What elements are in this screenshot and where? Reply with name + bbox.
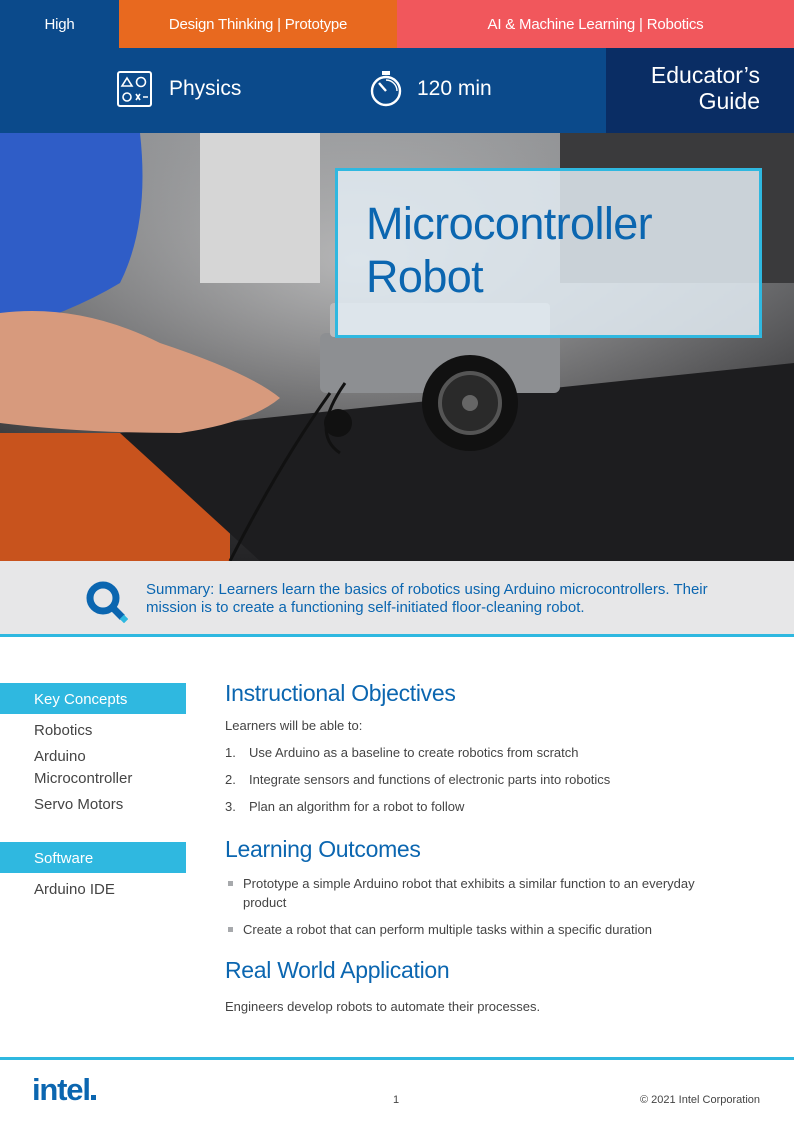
key-concepts-heading: Key Concepts: [0, 683, 186, 714]
outcome-text: Create a robot that can perform multiple tasks within a specific duration: [243, 922, 652, 937]
stopwatch-icon: [369, 70, 403, 108]
software-heading: Software: [0, 842, 186, 873]
tag-ai-robotics: AI & Machine Learning | Robotics: [397, 0, 794, 48]
subject-label: Physics: [169, 77, 242, 100]
logo-dot: [91, 1095, 96, 1100]
objective-text: Use Arduino as a baseline to create robotics from scratch: [249, 745, 579, 760]
intel-logo: [32, 1072, 96, 1108]
list-item: Arduino Microcontroller: [34, 748, 133, 787]
title-line-1: Microcontroller: [366, 198, 653, 249]
objectives-title: Instructional Objectives: [225, 680, 456, 706]
objective-text: Plan an algorithm for a robot to follow: [249, 799, 465, 814]
footer-divider: [0, 1057, 794, 1060]
title-box: [335, 168, 762, 338]
software-list: [34, 879, 184, 905]
key-concepts-list: [34, 720, 184, 820]
outcome-text: Prototype a simple Arduino robot that exhibits a similar function to an everyday product: [243, 876, 695, 910]
title-line-2: Robot: [366, 251, 484, 302]
educators-guide-label: [606, 48, 794, 133]
objective-item: [225, 797, 765, 816]
objective-item: [225, 770, 765, 789]
summary-band: [0, 561, 794, 637]
objective-number: 2.: [225, 772, 236, 787]
physics-icon: [116, 70, 153, 108]
magnifier-icon: [84, 579, 128, 623]
bullet-icon: [225, 874, 243, 912]
objective-number: 3.: [225, 799, 236, 814]
info-bar: [0, 48, 794, 133]
duration-block: [369, 70, 492, 108]
guide-line-1: Educator’s: [650, 62, 760, 88]
logo-text: intel: [32, 1072, 90, 1107]
objective-item: [225, 743, 765, 762]
main-content: [225, 678, 765, 1016]
summary-text: Summary: Learners learn the basics of robotics using Arduino microcontrollers. Their mission is to create a functioning self-initiated floor-cleaning robot.: [146, 581, 708, 616]
duration-label: 120 min: [417, 77, 492, 100]
tag-design-thinking: Design Thinking | Prototype: [119, 0, 397, 48]
objective-text: Integrate sensors and functions of electronic parts into robotics: [249, 772, 611, 787]
application-text: Engineers develop robots to automate their processes.: [225, 999, 541, 1014]
list-item: Robotics: [34, 722, 93, 739]
subject-block: [116, 70, 241, 108]
page-number: 1: [393, 1094, 400, 1106]
application-title: Real World Application: [225, 957, 450, 983]
objectives-intro: Learners will be able to:: [225, 718, 363, 733]
outcome-item: [225, 920, 765, 939]
list-item: Servo Motors: [34, 796, 124, 813]
copyright: © 2021 Intel Corporation: [639, 1094, 760, 1106]
tag-level: High: [0, 0, 119, 48]
outcomes-title: Learning Outcomes: [225, 836, 421, 862]
guide-line-2: Guide: [698, 88, 760, 114]
objective-number: 1.: [225, 745, 236, 760]
list-item: Arduino IDE: [34, 881, 115, 898]
bullet-icon: [225, 920, 243, 939]
outcome-item: [225, 874, 725, 912]
tag-bar: [0, 0, 794, 48]
